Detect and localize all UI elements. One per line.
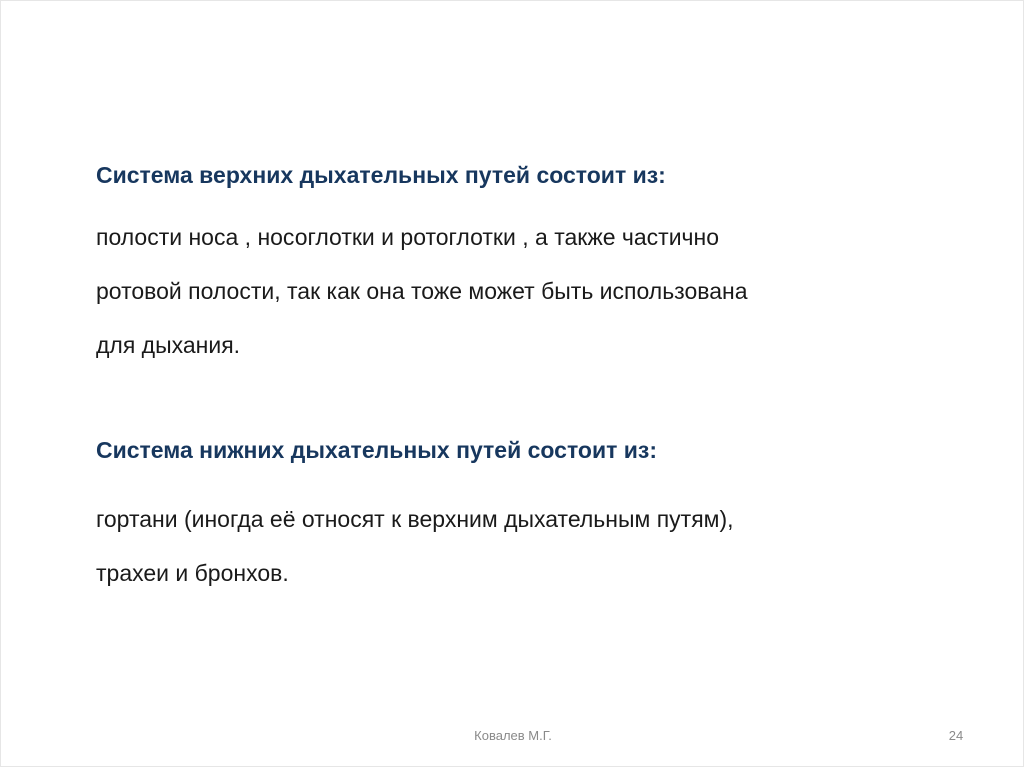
lower-airways-text [96,492,936,600]
text-line: гортани (иногда её относят к верхним дыхательным путям), [96,506,734,532]
text-line: для дыхания. [96,332,241,358]
text-line: полости носа , носоглотки и ротоглотки , а также частично [96,224,720,250]
text-line: ротовой полости, так как она тоже может быть использована [96,278,748,304]
text-line: трахеи и бронхов. [96,560,289,586]
upper-airways-text [96,210,936,372]
footer-author: Ковалев М.Г. [474,728,552,743]
page-number: 24 [948,728,964,743]
upper-airways-heading: Система верхних дыхательных путей состоит из: [96,162,666,188]
lower-airways-heading: Система нижних дыхательных путей состоит из: [96,437,657,463]
